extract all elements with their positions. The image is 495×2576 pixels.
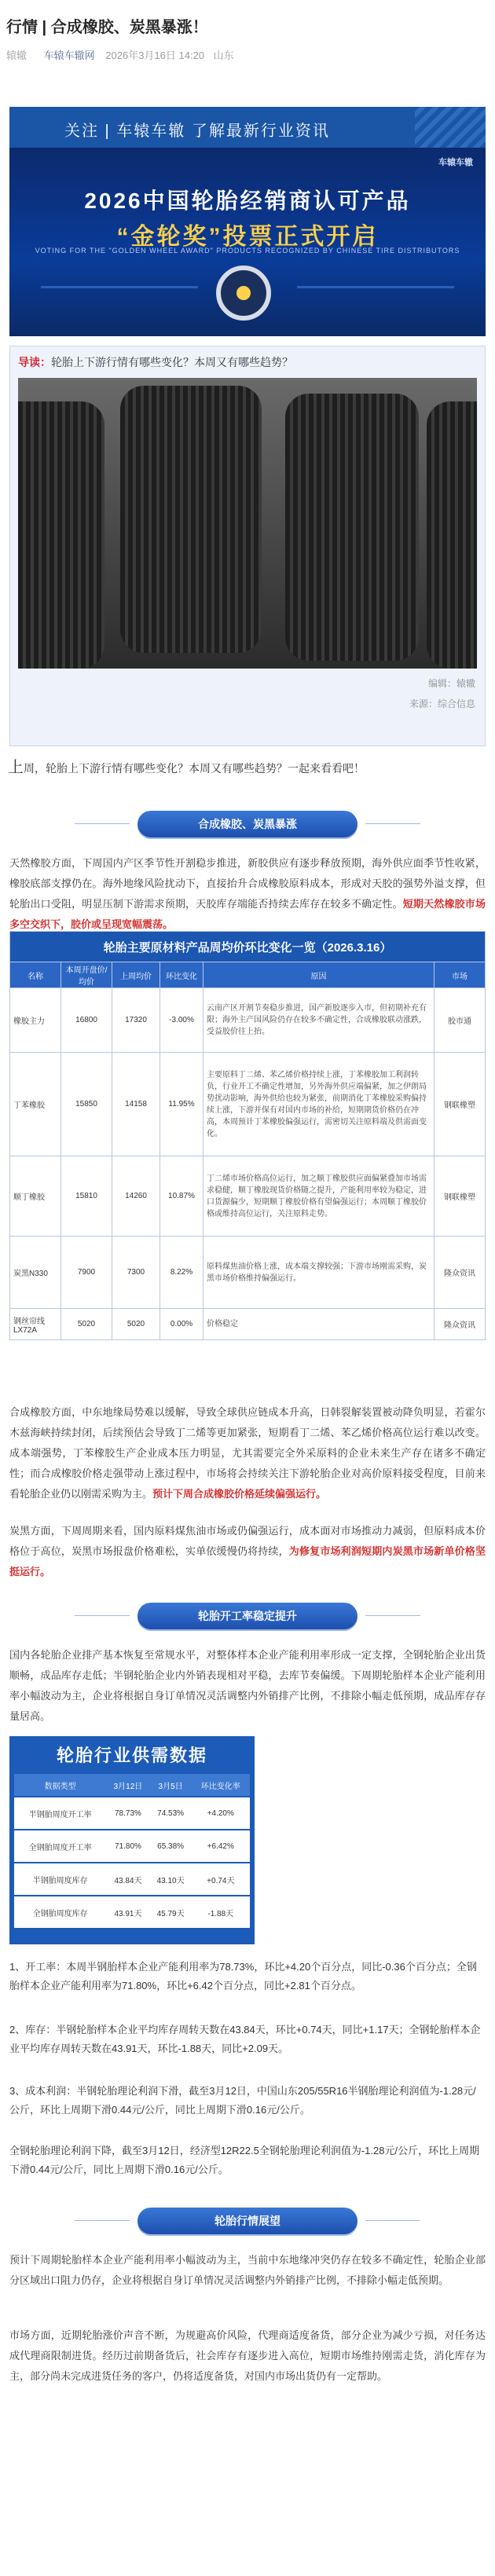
section-header-rubber: 合成橡胶、炭黑暴涨 — [138, 811, 358, 837]
banner-text: 关注 | 车辕车辙 了解最新行业资讯 — [64, 123, 330, 140]
supply-header: 3月12日 — [106, 1774, 149, 1797]
header-change: 环比变化 — [160, 962, 204, 988]
header-reason: 原因 — [204, 962, 434, 988]
note-inventory: 2、库存：半钢轮胎样本企业平均库存周转天数在43.84天，环比+0.74天，同比+1.17天；全钢轮胎样本企业平均库存周转天数在43.91天，环比-1.88天，同比+2.09天。 — [9, 2024, 481, 2054]
paragraph-text: 国内各轮胎企业排产基本恢复至常规水平，对整体样本企业产能利用率形成一定支撑，全钢轮胎企业出货顺畅，成品库存走低；半钢轮胎企业内外销表现相对平稳，去库节奏偏缓。下周期轮胎样本企业产能利用率小幅波动为主，企业将根据自身订单情况灵活调整内外销排产比例，不排除小幅走低预期，成品库存存量居高。 — [9, 1649, 486, 1722]
account-link[interactable]: 车辕车辙网 — [43, 49, 95, 61]
banner-stripe-decoration — [415, 107, 486, 148]
cell-market: 钢联橡塑 — [434, 1156, 486, 1237]
cell-name: 炭黑N330 — [10, 1237, 61, 1309]
supply-cell: 71.80% — [106, 1830, 149, 1863]
cell-market: 隆众资讯 — [434, 1237, 486, 1309]
paragraph-carbon-black — [9, 1521, 486, 1582]
hero-poster[interactable] — [9, 148, 486, 336]
supply-cell: +6.42% — [192, 1830, 250, 1863]
cell-open: 16800 — [61, 988, 112, 1053]
cell-change: 11.95% — [160, 1053, 204, 1156]
section-header-operating-rate: 轮胎开工率稳定提升 — [138, 1603, 358, 1629]
note-allsteel-profit: 全钢轮胎理论利润下降，截至3月12日，经济型12R22.5全钢轮胎理论利润值为-1.28元/公斤，环比上周期下滑0.44元/公斤，同比上周期下滑0.16元/公斤。 — [9, 2145, 480, 2175]
supply-table — [14, 1774, 250, 1928]
supply-card-title: 轮胎行业供需数据 — [56, 1746, 207, 1765]
hero-line-2: “金轮奖”投票正式开启 — [116, 224, 379, 250]
paragraph-synthetic-rubber — [9, 1402, 486, 1504]
lead-label: 导读： — [18, 356, 51, 368]
follow-banner[interactable] — [9, 107, 486, 148]
cell-reason: 云南产区开割节奏稳步推进，国产新胶逐步入市，但初期补充有限；海外主产国风险仍存在较多不确定性，合成橡胶联动涨跌，受益胶价往上抬。 — [204, 988, 434, 1053]
publish-date: 2026年3月16日 14:20 — [105, 49, 205, 61]
note-operating-rate: 1、开工率：本周半钢胎样本企业产能利用率为78.73%，环比+4.20个百分点，同比-0.36个百分点；全钢胎样本企业产能利用率为71.80%，环比+6.42个百分点，同比+2.81个百分点。 — [9, 1961, 477, 1992]
cell-open: 5020 — [61, 1309, 112, 1340]
price-table-caption: 轮胎主要原材料产品周均价环比变化一览（2026.3.16） — [10, 932, 486, 962]
supply-header: 环比变化率 — [192, 1774, 250, 1797]
paragraph-highlight: 为修复市场利润短期内炭黑市场新单价格坚挺运行。 — [9, 1545, 486, 1577]
tire-image-3 — [285, 394, 419, 661]
cell-change: 8.22% — [160, 1237, 204, 1309]
supply-cell: 45.79天 — [150, 1896, 192, 1928]
supply-demand-card — [9, 1736, 255, 1944]
supply-cell: 半钢胎周度库存 — [14, 1863, 106, 1896]
intro-text — [8, 754, 365, 777]
supply-header: 数据类型 — [14, 1774, 106, 1797]
cell-last: 14260 — [112, 1156, 160, 1237]
cell-name: 橡胶主力 — [10, 988, 61, 1053]
supply-cell: 全钢胎周度库存 — [14, 1896, 106, 1928]
supply-cell: 43.10天 — [150, 1863, 192, 1896]
cell-reason: 原料煤焦油价格上涨，成本端支撑较强；下游市场刚需采购，炭黑市场价格维持偏强运行。 — [204, 1237, 434, 1309]
supply-cell: +4.20% — [192, 1797, 250, 1830]
paragraph-text: 炭黑方面，下周周期来看，国内原料煤焦油市场或仍偏强运行，成本面对市场推动力减弱，但原料成本价格位于高位，炭黑市场报盘价格难松，实单依缓慢仍将持续， — [9, 1525, 486, 1557]
cell-last: 14158 — [112, 1053, 160, 1156]
cell-last: 7300 — [112, 1237, 160, 1309]
author-name: 辕辙 — [6, 49, 28, 61]
article-meta — [6, 47, 240, 62]
photo-credit-editor: 编辑：辕辙 — [427, 678, 475, 689]
paragraph-operating — [9, 1645, 486, 1727]
table-row — [14, 1863, 250, 1896]
supply-header: 3月5日 — [150, 1774, 192, 1797]
cell-change: -3.00% — [160, 988, 204, 1053]
header-open: 本周开盘价/均价 — [61, 962, 112, 988]
note-cost-profit: 3、成本利润：半钢轮胎理论利润下滑，截至3月12日，中国山东205/55R16半钢胎理论利润值为-1.28元/公斤，环比上周期下滑0.44元/公斤，同比上周期下滑0.16元/公斤。 — [9, 2085, 476, 2116]
hero-line-1: 2026中国轮胎经销商认可产品 — [84, 189, 411, 213]
cell-reason: 丁二烯市场价格高位运行，加之顺丁橡胶供应面偏紧叠加市场需求稳健，顺丁橡胶现货价格随之提升，产能利用率较为稳定，进口货源偏少，短期顺丁橡胶价格有望偏强运行；本周顺丁橡胶价格或维持高位运行，关注原料走势。 — [204, 1156, 434, 1237]
paragraph-natural-rubber — [9, 853, 486, 935]
supply-cell: 43.91天 — [106, 1896, 149, 1928]
tire-photo — [18, 378, 477, 669]
tire-image-4 — [427, 401, 477, 669]
lead-box — [9, 346, 486, 746]
paragraph-text: 市场方面，近期轮胎涨价声音不断，为规避高价风险，代理商适度备货，部分企业为减少亏损，对任务达成代理商限制进货。经历过前期备货后，社会库存有逐步进入高位，短期市场维持刚需走货，消化库存为主，部分尚未完成进货任务的客户，仍将适度备货，对国内市场出货仍有一定帮助。 — [9, 2329, 486, 2382]
photo-credit-source: 来源：综合信息 — [409, 698, 475, 709]
cell-reason: 价格稳定 — [204, 1309, 434, 1340]
cell-last: 5020 — [112, 1309, 160, 1340]
article-title: 行情 | 合成橡胶、炭黑暴涨！ — [6, 19, 208, 36]
lead-text — [18, 354, 293, 370]
supply-cell: 78.73% — [106, 1797, 149, 1830]
cell-change: 10.87% — [160, 1156, 204, 1237]
cell-open: 15810 — [61, 1156, 112, 1237]
supply-cell: 43.84天 — [106, 1863, 149, 1896]
header-name: 名称 — [10, 962, 61, 988]
cell-market: 胶市通 — [434, 988, 486, 1053]
publish-location: 山东 — [213, 49, 234, 61]
table-row — [10, 1309, 486, 1340]
header-last: 上周均价 — [112, 962, 160, 988]
table-row — [10, 988, 486, 1053]
table-row — [10, 1237, 486, 1309]
hero-logo: 车辕车辙 — [438, 158, 473, 167]
hero-ray-right — [297, 286, 454, 288]
hero-subtitle: VOTING FOR THE "GOLDEN WHEEL AWARD" PRODUCTS RECOGNIZED BY CHINESE TIRE DISTRIBUTORS — [35, 247, 460, 255]
supply-cell: 半钢胎周度开工率 — [14, 1797, 106, 1830]
paragraph-text: 预计下周期轮胎样本企业产能利用率小幅波动为主，当前中东地缘冲突仍存在较多不确定性，轮胎企业部分区域出口阻力仍存，企业将根据自身订单情况灵活调整内外销排产比例，不排除小幅走低预期。 — [9, 2254, 486, 2286]
tire-image-1 — [18, 401, 104, 669]
cell-name: 丁苯橡胶 — [10, 1053, 61, 1156]
hero-ray-left — [41, 286, 198, 288]
cell-market: 隆众资讯 — [434, 1309, 486, 1340]
lead-question: 轮胎上下游行情有哪些变化？本周又有哪些趋势？ — [51, 356, 293, 368]
cell-name: 钢丝帘线LX72A — [10, 1309, 61, 1340]
paragraph-market — [9, 2325, 486, 2387]
cell-reason: 主要原料丁二烯、苯乙烯价格持续上涨，丁苯橡胶加工利润转负，行业开工不确定性增加，另外海外供应端偏紧，加之伊朗局势扰动影响，海外供给也较为紧张，前期消化丁苯橡胶采购偏持续上涨，下游并保有对国内市场的补给，短期期货价格仍在冲高，本周预计丁苯橡胶偏强运行，需密切关注原料端及供需面变化。 — [204, 1053, 434, 1156]
supply-cell: 全钢胎周度开工率 — [14, 1830, 106, 1863]
tire-image-2 — [120, 386, 262, 653]
wheel-icon — [216, 266, 271, 321]
table-row — [10, 1053, 486, 1156]
price-table — [9, 931, 486, 1340]
table-row — [10, 1156, 486, 1237]
supply-cell: 74.53% — [150, 1797, 192, 1830]
table-row — [14, 1896, 250, 1928]
cell-open: 15850 — [61, 1053, 112, 1156]
cell-change: 0.00% — [160, 1309, 204, 1340]
supply-cell: +0.74天 — [192, 1863, 250, 1896]
intro-dropcap: 上 — [8, 759, 24, 776]
cell-name: 顺丁橡胶 — [10, 1156, 61, 1237]
cell-last: 17320 — [112, 988, 160, 1053]
supply-cell: -1.88天 — [192, 1896, 250, 1928]
cell-market: 钢联橡塑 — [434, 1053, 486, 1156]
header-market: 市场 — [434, 962, 486, 988]
table-row — [14, 1830, 250, 1863]
paragraph-text: 天然橡胶方面，下周国内产区季节性开割稳步推进，新胶供应有逐步释放预期，海外供应面季节性收紧，橡胶底部支撑仍在。海外地缘风险扰动下，直接抬升合成橡胶原料成本，形成对天胶的强势外溢支撑，但轮胎出口受阻，明显压制下游需求预期，天胶库存端能否持续去库存在较多不确定性。 — [9, 857, 486, 910]
paragraph-text: 合成橡胶方面，中东地缘局势难以缓解，导致全球供应链成本升高，日韩裂解装置被动降负明显，若霍尔木兹海峡持续封闭，后续预估会导致丁二烯等更加紧张，短期看丁二烯、苯乙烯价格高位运行难以改变。成本端强势，丁苯橡胶生产企业成本压力明显，尤其需要完全外采原料的企业未来生产存在诸多不确定性；而合成橡胶价格走强带动上涨过程中，市场将会持续关注下游轮胎企业对高价原料接受程度，目前来看轮胎企业仍以刚需采购为主。 — [9, 1406, 486, 1500]
intro-rest: 周，轮胎上下游行情有哪些变化？本周又有哪些趋势？一起来看看吧！ — [24, 762, 365, 775]
section-header-outlook: 轮胎行情展望 — [138, 2208, 358, 2234]
supply-cell: 65.38% — [150, 1830, 192, 1863]
cell-open: 7900 — [61, 1237, 112, 1309]
table-row — [14, 1797, 250, 1830]
paragraph-highlight: 短期天然橡胶市场多空交织下，胶价或呈现宽幅震荡。 — [9, 898, 486, 930]
paragraph-highlight: 预计下周合成橡胶价格延续偏强运行。 — [152, 1488, 327, 1500]
paragraph-outlook — [9, 2250, 486, 2291]
